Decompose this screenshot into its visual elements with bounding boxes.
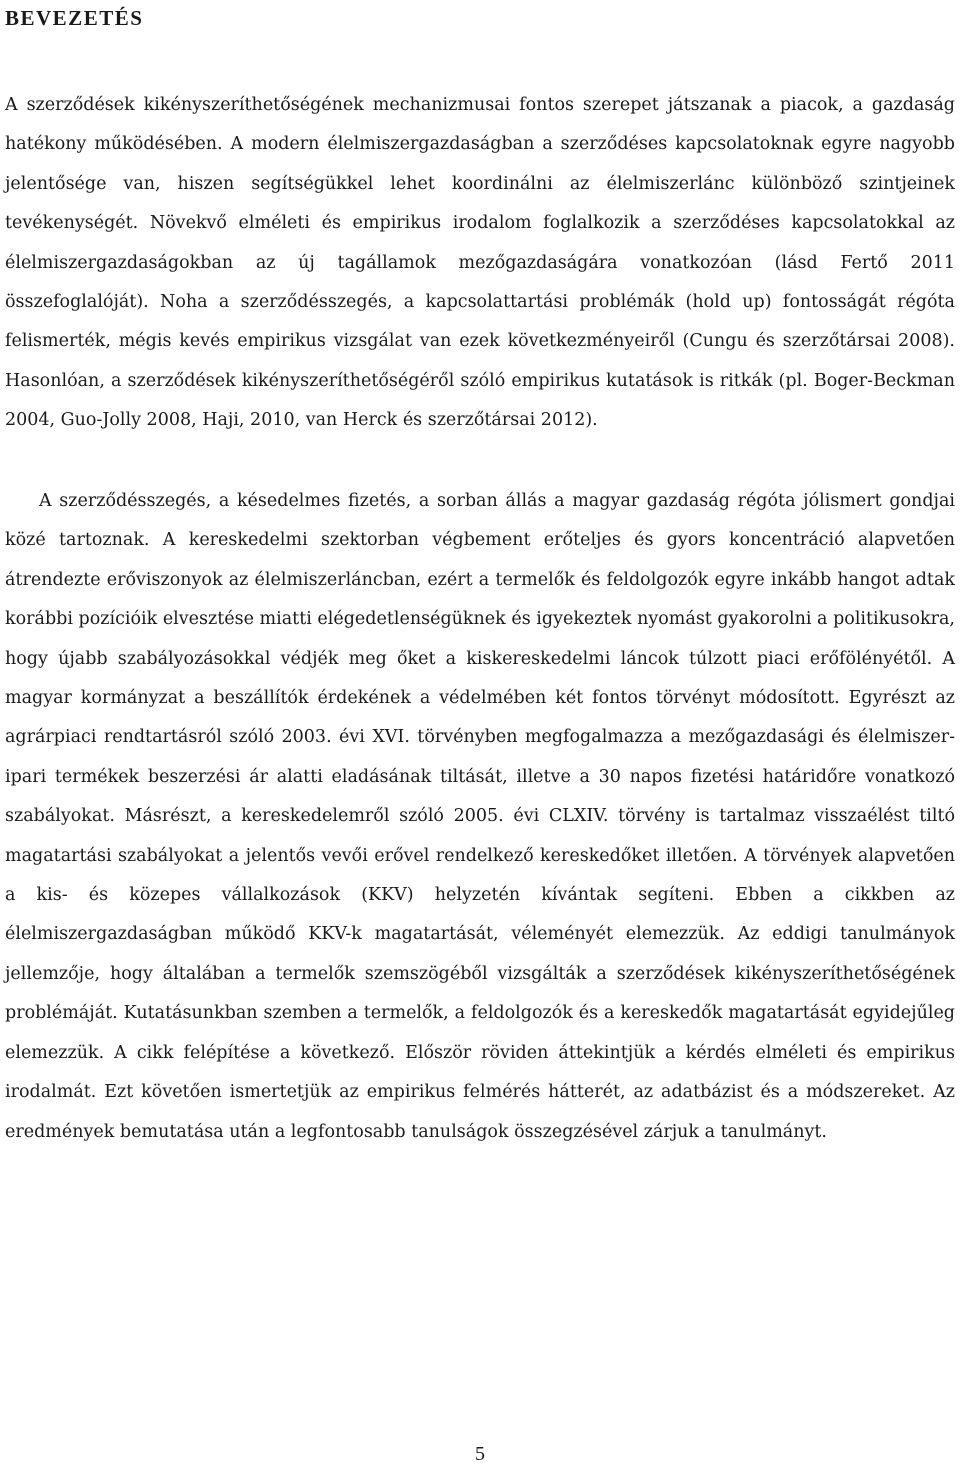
paragraph-intro: A szerződések kikényszeríthetőségének mechanizmusai fontos szerepet játszanak a piacok, a gazdaság hatékony működésében. A modern élelmiszergazdaságban a szerződéses kapcsolatoknak egyre nagyobb jelentősége van, hiszen segítségükkel lehet koordinálni az élelmiszerlánc különböző szintjeinek tevékenységét. Növekvő elméleti és empirikus irodalom foglalkozik a szerződéses kapcsolatokkal az élelmiszergazdaságokban az új tagállamok mezőgazdaságára vonatkozóan (lásd Fertő 2011 összefoglalóját). Noha a szerződésszegés, a kapcsolattartási problémák (hold up) fontosságát régóta felismerték, mégis kevés empirikus vizsgálat van ezek következményeiről (Cungu és szerzőtársai 2008). Hasonlóan, a szerződések kikényszeríthetőségéről szóló empirikus kutatások is ritkák (pl. Boger-Beckman 2004, Guo-Jolly 2008, Haji, 2010, van Herck és szerzőtársai 2012). xyxy=(5,95,955,431)
section-heading: BEVEZETÉS xyxy=(5,6,144,30)
paragraph-context: A szerződésszegés, a késedelmes fizetés, a sorban állás a magyar gazdaság régóta jólismert gondjai közé tartoznak. A kereskedelmi szektorban végbement erőteljes és gyors koncentráció alapvetően átrendezte erőviszonyok az élelmiszerláncban, ezért a termelők és feldolgozók egyre inkább hangot adtak korábbi pozícióik elvesztése miatti elégedetlenségüknek és igyekeztek nyomást gyakorolni a politikusokra, hogy újabb szabályozásokkal védjék meg őket a kiskereskedelmi láncok túlzott piaci erőfölényétől. A magyar kormányzat a beszállítók érdekének a védelmében két fontos törvényt módosított. Egyrészt az agrárpiaci rendtartásról szóló 2003. évi XVI. törvényben megfogalmazza a mezőgazdasági és élelmiszer-ipari termékek beszerzési ár alatti eladásának tiltását, illetve a 30 napos fizetési határidőre vonatkozó szabályokat. Másrészt, a kereskedelemről szóló 2005. évi CLXIV. törvény is tartalmaz visszaélést tiltó magatartási szabályokat a jelentős vevői erővel rendelkező kereskedőket illetően. A törvények alapvetően a kis- és közepes vállalkozások (KKV) helyzetén kívántak segíteni. Ebben a cikkben az élelmiszergazdaságban működő KKV-k magatartását, véleményét elemezzük. Az eddigi tanulmányok jellemzője, hogy általában a termelők szemszögéből vizsgálták a szerződések kikényszeríthetőségének problémáját. Kutatásunkban szemben a termelők, a feldolgozók és a kereskedők magatartását egyidejűleg elemezzük. A cikk felépítése a következő. Először röviden áttekintjük a kérdés elméleti és empirikus irodalmát. Ezt követően ismertetjük az empirikus felmérés hátterét, az adatbázist és a módszereket. Az eredmények bemutatása után a legfontosabb tanulságok összegzésével zárjuk a tanulmányt. xyxy=(5,491,955,1142)
page-number: 5 xyxy=(475,1443,485,1465)
